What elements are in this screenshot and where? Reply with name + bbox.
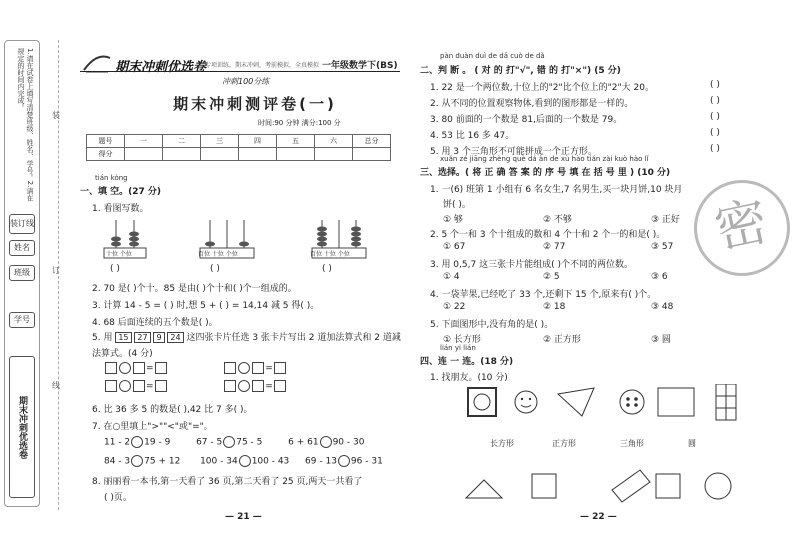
circle-shape-icon (705, 473, 731, 499)
sec4-pinyin: lián yi lián (440, 344, 476, 352)
q5-cont: 法算式。(4 分) (92, 349, 153, 359)
abacus-3-answer[interactable]: ( ) (322, 264, 332, 274)
header-rule (80, 71, 400, 72)
set-square-object-icon (558, 388, 594, 416)
clock-object-icon (468, 388, 496, 416)
q2: 2. 70 是( )个十。85 是由( )个十和( )个一组成的。 (92, 284, 297, 294)
q4: 4. 68 后面连续的五个数是( )。 (92, 318, 218, 328)
q7: 7. 在○里填上">""<"或"="。 (92, 422, 213, 432)
class-label: 班级 (9, 265, 35, 281)
choice-3: 3. 用 0,5,7 这三张卡片能组成( )个不同的两位数。 (430, 260, 633, 270)
spine-note: 1.请在试卷上填写清楚班级、姓名、学号。2.请在规定的时间内完成。 (17, 48, 34, 202)
id-label: 学号 (9, 312, 35, 328)
choice-2: 2. 5 个一和 3 个十组成的数和 4 个十和 2 个一的和是( )。 (430, 230, 666, 240)
q8-cont: ( )页。 (104, 493, 132, 503)
q6: 6. 比 36 多 5 的数是( ),42 比 7 多( )。 (92, 405, 253, 415)
judge-5-answer[interactable]: ( ) (710, 144, 720, 154)
tilted-rect-shape-icon (612, 470, 650, 502)
abacus-1-label: 十位 个位 (106, 251, 132, 258)
card-2: 27 (134, 332, 150, 343)
q3: 3. 计算 14 - 5 = ( ) 时,想 5 + ( ) = 14,14 减 5 得( )。 (92, 301, 320, 311)
judge-4-answer[interactable]: ( ) (710, 128, 720, 138)
q8: 8. 丽丽看一本书,第一天看了 36 页,第二天看了 25 页,两天一共看了 (92, 477, 363, 487)
brand-title: 期末冲刺优选卷 (115, 60, 207, 75)
choice-5: 5. 下面图形中,没有角的是( )。 (430, 320, 554, 330)
triangle-shape-icon (466, 480, 502, 498)
choice-1-options: ① 够 ② 不够 ③ 正好 (443, 215, 680, 225)
sec2-pinyin: pàn duàn duì de dǎ cuò de dǎ (440, 52, 545, 60)
score-table-header: 题号 一 二 三 四 五 六 总分 (87, 135, 391, 148)
choice-1: 1. 一(6) 班第 1 小组有 6 名女生,7 名男生,买一块月饼,10 块月 (430, 185, 683, 195)
q5: 5. 用 15 27 9 24 这四张卡片任选 3 张卡片写出 2 道加法算式和 2 道减 (92, 333, 401, 343)
spine-brand: 期末冲刺优选卷 (9, 356, 35, 498)
name-label: 姓名 (9, 240, 35, 256)
choice-4-options: ① 22 ② 18 ③ 48 (443, 302, 674, 312)
section-3-heading: 三、选择。( 将 正 确 答 案 的 序 号 填 在 括 号 里 ) (10 分) (420, 168, 671, 178)
header-sub: 冲刺100分练 (222, 77, 270, 86)
page-number-left: — 21 — (225, 512, 262, 522)
shape-name-rectangle: 长方形 (490, 439, 514, 448)
time-score: 时间:90 分钟 满分:100 分 (258, 119, 341, 127)
card-3: 9 (153, 332, 164, 343)
seal-letter-1: 装 (52, 111, 60, 120)
square-shape-2-icon (656, 474, 680, 498)
shape-name-circle: 圆 (688, 439, 696, 448)
judge-3: 3. 80 前面的一个数是 81,后面的一个数是 79。 (430, 115, 623, 125)
link-1: 1. 找朋友。(10 分) (430, 373, 508, 383)
score-table-scores: 得分 (87, 148, 391, 161)
shape-name-triangle: 三角形 (620, 439, 644, 448)
q1: 1. 看图写数。 (92, 204, 149, 214)
sec1-pinyin: tián kòng (95, 174, 128, 182)
logo-icon (82, 52, 112, 72)
abacus-2-label: 百位 十位 个位 (198, 251, 238, 258)
q5-equation-row-1[interactable]: = = (104, 362, 287, 374)
shape-name-square: 正方形 (552, 439, 576, 448)
q7-row-2: 84 - 3 75 + 12 100 - 34 100 - 43 69 - 13 96 - 31 (104, 456, 383, 467)
section-2-heading: 二、判 断 。 ( 对 的 打"√", 错 的 打"×") (5 分) (420, 66, 621, 76)
section-1-heading: 一、填 空。(27 分) (80, 187, 162, 197)
choice-1-cont: 饼( )。 (443, 200, 471, 210)
judge-2-answer[interactable]: ( ) (710, 96, 720, 106)
seal-letter-2: 订 (52, 266, 60, 275)
judge-1-answer[interactable]: ( ) (710, 80, 720, 90)
button-object-icon (620, 390, 644, 414)
choice-4: 4. 一袋苹果,已经吃了 33 个,还剩下 15 个,原来有( )个。 (430, 290, 657, 300)
judge-2: 2. 从不同的位置观察物体,看到的图形都是一样的。 (430, 99, 634, 109)
score-table (86, 134, 391, 161)
secret-stamp: 密 (685, 171, 799, 285)
choice-5-options: ① 长方形 ② 正方形 ③ 圆 (443, 335, 671, 345)
seal-letter-3: 线 (52, 381, 60, 390)
section-4-heading: 四、连 一 连。(18 分) (420, 357, 514, 367)
q7-row-1: 11 - 2 19 - 9 67 - 5 75 - 5 6 + 61 90 - 30 (104, 437, 365, 448)
smiley-object-icon (515, 391, 537, 413)
object-row (462, 384, 752, 427)
judge-3-answer[interactable]: ( ) (710, 112, 720, 122)
choice-3-options: ① 4 ② 5 ③ 6 (443, 272, 668, 282)
card-4: 24 (167, 332, 183, 343)
card-object-icon (658, 388, 694, 416)
card-1: 15 (115, 332, 131, 343)
abacus-3-label: 百位 十位 个位 (310, 251, 350, 258)
judge-1: 1. 22 是一个两位数,十位上的"2"比个位上的"2"大 20。 (430, 83, 654, 93)
sec3-pinyin: xuǎn zé jiāng zhèng què dá àn de xù hào tián zài kuò hào lǐ (440, 155, 649, 163)
q5-equation-row-2[interactable]: = = (104, 380, 287, 392)
shape-row (462, 468, 752, 507)
page-number-right: — 22 — (580, 512, 617, 522)
brand-tagline: 专项训练，期末冲刺，考前模拟，全真模拟 (205, 62, 320, 69)
choice-2-options: ① 67 ② 77 ③ 57 (443, 242, 674, 252)
grade-label: 一年级数学下(BS) (322, 61, 398, 71)
judge-5: 5. 用 3 个三角形不可能拼成一个正方形。 (430, 147, 597, 157)
window-object-icon (716, 384, 736, 420)
judge-4: 4. 53 比 16 多 47。 (430, 131, 515, 141)
paper-title: 期末冲刺测评卷(一) (173, 95, 337, 113)
abacus-1-answer[interactable]: ( ) (110, 264, 120, 274)
abacus-2-answer[interactable]: ( ) (210, 264, 220, 274)
spine-label-stripe: 装订线 (9, 214, 35, 234)
square-shape-icon (532, 474, 556, 498)
